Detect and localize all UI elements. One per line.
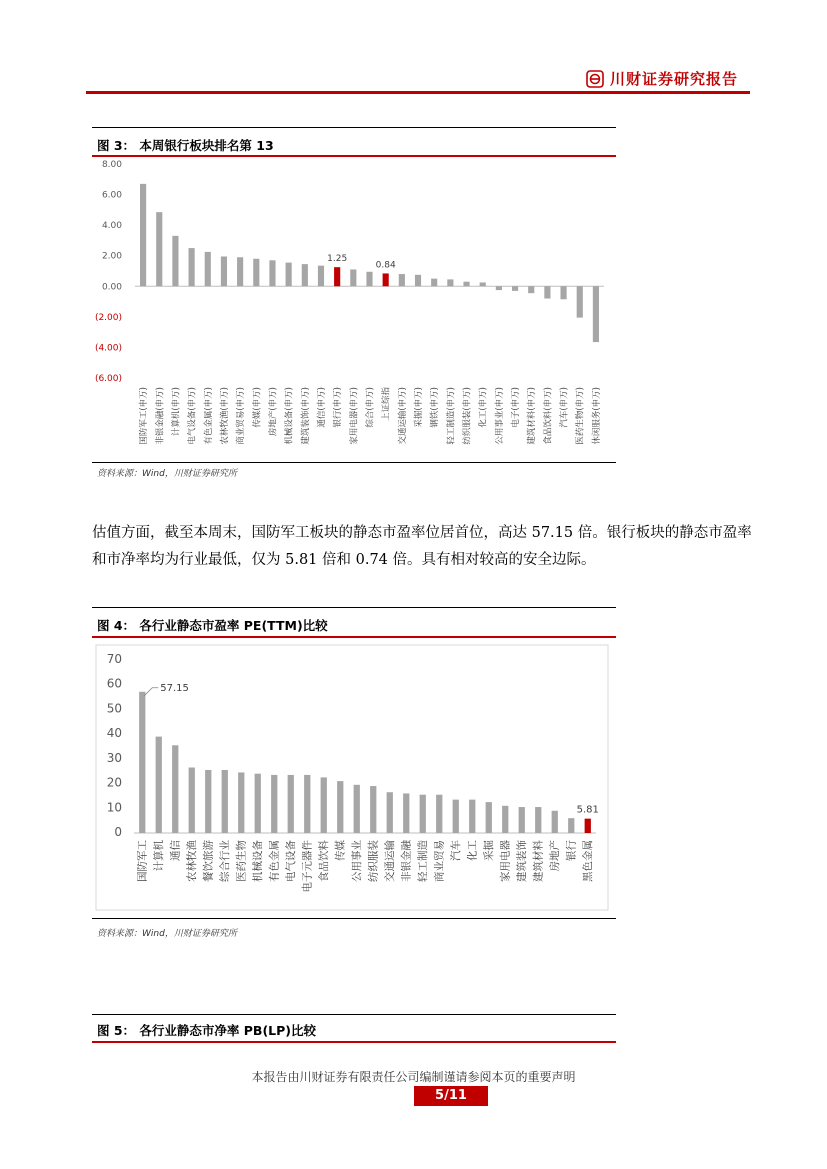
bar-10 xyxy=(302,264,308,286)
bar-27 xyxy=(577,286,583,317)
category-label-26: 银行 xyxy=(565,840,578,861)
bar-28 xyxy=(593,286,599,342)
category-label-22: 家用电器 xyxy=(499,840,512,882)
bar-25 xyxy=(544,286,550,298)
data-label-15: 0.84 xyxy=(375,260,396,271)
bar-3 xyxy=(189,768,195,833)
category-label-1: 非银金融(申万) xyxy=(155,387,166,445)
y-tick-label: 8.00 xyxy=(101,160,122,170)
category-label-7: 机械设备 xyxy=(251,840,264,882)
bar-18 xyxy=(431,279,437,287)
bar-20 xyxy=(469,800,475,833)
category-label-9: 机械设备(申万) xyxy=(284,387,295,445)
category-label-13: 家用电器(申万) xyxy=(349,387,360,445)
bar-6 xyxy=(238,772,244,833)
category-label-8: 房地产(申万) xyxy=(268,387,279,437)
category-label-15: 上证综指 xyxy=(381,387,392,422)
category-label-5: 农林牧渔(申万) xyxy=(219,387,230,445)
y-tick-label: 6.00 xyxy=(101,190,122,201)
category-label-21: 化工(申万) xyxy=(478,387,489,428)
y-tick-label: 70 xyxy=(106,652,122,666)
y-tick-label: 50 xyxy=(106,701,122,716)
bar-9 xyxy=(286,263,292,287)
bar-15 xyxy=(383,273,389,286)
bar-21 xyxy=(486,802,492,833)
bar-17 xyxy=(415,275,421,286)
figure4-bottom-rule xyxy=(92,918,616,919)
y-tick-label: (4.00) xyxy=(94,343,122,354)
category-label-27: 医药生物(申万) xyxy=(575,387,586,445)
y-tick-label: 20 xyxy=(106,775,122,790)
bar-12 xyxy=(337,781,343,833)
bar-1 xyxy=(156,737,162,833)
figure4-bar-chart xyxy=(92,638,616,918)
category-label-16: 交通运输(申万) xyxy=(397,387,408,445)
bar-15 xyxy=(387,792,393,833)
bar-6 xyxy=(237,257,243,286)
y-tick-label: (6.00) xyxy=(94,374,122,384)
category-label-20: 纺织服装(申万) xyxy=(462,387,473,445)
category-label-23: 建筑装饰 xyxy=(515,840,528,882)
y-tick-label: 0 xyxy=(114,825,122,839)
figure3-title: 图 3： 本周银行板块排名第 13 xyxy=(97,138,274,153)
category-label-12: 传媒 xyxy=(334,840,347,861)
category-label-23: 电子(申万) xyxy=(511,387,522,428)
bar-3 xyxy=(189,248,195,286)
bar-22 xyxy=(496,286,502,290)
header-divider xyxy=(86,91,750,94)
figure5-top-rule xyxy=(92,1014,616,1015)
figure4-top-rule xyxy=(92,607,616,608)
bar-27 xyxy=(585,819,591,833)
bar-0 xyxy=(139,692,145,833)
category-label-0: 国防军工 xyxy=(136,840,149,882)
bar-20 xyxy=(463,282,469,287)
bar-24 xyxy=(535,807,541,833)
category-label-14: 纺织服装 xyxy=(367,840,380,882)
category-label-5: 综合行业 xyxy=(218,840,231,882)
category-label-8: 有色金属 xyxy=(268,840,281,882)
category-label-21: 采掘 xyxy=(482,840,495,861)
bar-10 xyxy=(304,775,310,833)
bar-19 xyxy=(453,800,459,833)
bar-4 xyxy=(205,252,211,286)
category-label-11: 通信(申万) xyxy=(316,387,327,428)
category-label-27: 黑色金属 xyxy=(581,840,594,882)
chuancai-logo-icon xyxy=(586,70,604,88)
category-label-10: 建筑装饰(申万) xyxy=(300,387,311,445)
category-label-2: 通信 xyxy=(169,840,182,861)
bar-24 xyxy=(528,286,534,293)
figure3-top-rule xyxy=(92,127,616,128)
category-label-18: 商业贸易 xyxy=(433,840,446,882)
bar-18 xyxy=(436,795,442,833)
bar-5 xyxy=(221,256,227,286)
y-tick-label: 2.00 xyxy=(101,251,122,262)
category-label-24: 建筑材料 xyxy=(532,840,545,882)
bar-13 xyxy=(350,269,356,286)
bar-11 xyxy=(318,266,324,287)
category-label-3: 农林牧渔 xyxy=(185,840,198,882)
bar-19 xyxy=(447,279,453,286)
bar-16 xyxy=(399,274,405,286)
figure4-title: 图 4： 各行业静态市盈率 PE(TTM)比较 xyxy=(97,618,328,633)
category-label-2: 计算机(申万) xyxy=(171,387,182,437)
category-label-25: 房地产 xyxy=(548,840,561,872)
figure3-bottom-rule xyxy=(92,462,616,463)
bar-8 xyxy=(271,775,277,833)
bar-22 xyxy=(502,806,508,833)
bar-23 xyxy=(519,807,525,833)
y-tick-label: (2.00) xyxy=(94,312,122,323)
category-label-19: 汽车 xyxy=(449,840,462,861)
bar-5 xyxy=(222,770,228,833)
data-label-leader-0 xyxy=(144,688,158,696)
bar-16 xyxy=(403,793,409,833)
bar-25 xyxy=(552,811,558,833)
category-label-17: 采掘(申万) xyxy=(414,387,425,428)
figure4-source: 资料来源：Wind，川财证券研究所 xyxy=(97,929,237,939)
bar-4 xyxy=(205,770,211,833)
category-label-11: 食品饮料 xyxy=(317,840,330,882)
y-tick-label: 10 xyxy=(106,800,122,815)
category-label-10: 电子元器件 xyxy=(301,840,314,893)
category-label-3: 电气设备(申万) xyxy=(187,387,198,445)
bar-0 xyxy=(140,184,146,286)
footer-disclaimer: 本报告由川财证券有限责任公司编制谨请参阅本页的重要声明 xyxy=(251,1070,576,1084)
bar-1 xyxy=(156,212,162,286)
bar-14 xyxy=(366,272,372,287)
category-label-18: 钢铁(申万) xyxy=(430,387,441,428)
valuation-paragraph-text: 估值方面，截至本周末，国防军工板块的静态市盈率位居首位，高达 57.15 倍。银行板块的静态市盈率和市净率均为行业最低，仅为 5.81 倍和 0.74 倍。具有相对较高的安全边际。 xyxy=(92,525,752,568)
bar-14 xyxy=(370,786,376,833)
y-tick-label: 60 xyxy=(106,676,122,691)
data-label-27: 5.81 xyxy=(576,804,599,816)
category-label-25: 食品饮料(申万) xyxy=(543,387,554,445)
data-label-12: 1.25 xyxy=(327,254,348,265)
category-label-9: 电气设备 xyxy=(284,840,297,882)
y-tick-label: 4.00 xyxy=(101,221,122,232)
category-label-13: 公用事业 xyxy=(350,840,363,882)
figure5-title-rule xyxy=(92,1041,616,1043)
bar-26 xyxy=(568,818,574,833)
category-label-0: 国防军工(申万) xyxy=(139,387,150,445)
bar-2 xyxy=(172,745,178,833)
figure3-bar-chart xyxy=(92,157,616,462)
category-label-4: 有色金属(申万) xyxy=(203,387,214,445)
bar-12 xyxy=(334,267,340,286)
category-label-28: 休闲服务(申万) xyxy=(591,387,602,445)
category-label-6: 商业贸易(申万) xyxy=(236,387,247,445)
category-label-14: 综合(申万) xyxy=(365,387,376,428)
category-label-7: 传媒(申万) xyxy=(252,387,263,428)
y-tick-label: 30 xyxy=(106,750,122,765)
bar-7 xyxy=(255,774,261,833)
bar-17 xyxy=(420,795,426,833)
category-label-20: 化工 xyxy=(466,840,479,861)
y-tick-label: 0.00 xyxy=(101,282,122,293)
bar-21 xyxy=(480,282,486,286)
category-label-26: 汽车(申万) xyxy=(559,387,570,428)
figure3-source: 资料来源：Wind，川财证券研究所 xyxy=(97,469,237,479)
page-number: 5/11 xyxy=(414,1086,488,1106)
bar-9 xyxy=(288,775,294,833)
report-header-title: 川财证券研究报告 xyxy=(610,70,739,88)
category-label-4: 餐饮旅游 xyxy=(202,840,215,882)
category-label-19: 轻工制造(申万) xyxy=(446,387,457,445)
category-label-15: 交通运输 xyxy=(383,840,396,882)
category-label-12: 银行(申万) xyxy=(333,387,344,428)
data-label-0: 57.15 xyxy=(160,682,189,694)
category-label-22: 公用事业(申万) xyxy=(494,387,505,445)
bar-2 xyxy=(172,236,178,286)
category-label-16: 非银金融 xyxy=(400,840,413,882)
category-label-1: 计算机 xyxy=(152,840,165,872)
category-label-24: 建筑材料(申万) xyxy=(527,387,538,445)
bar-26 xyxy=(560,286,566,299)
bar-7 xyxy=(253,259,259,287)
bar-11 xyxy=(321,777,327,833)
valuation-paragraph xyxy=(92,520,752,574)
bar-23 xyxy=(512,286,518,291)
category-label-17: 轻工制造 xyxy=(416,840,429,882)
bar-13 xyxy=(354,785,360,833)
figure5-title: 图 5： 各行业静态市净率 PB(LP)比较 xyxy=(97,1023,316,1038)
bar-8 xyxy=(269,260,275,286)
category-label-6: 医药生物 xyxy=(235,840,248,882)
y-tick-label: 40 xyxy=(106,726,122,741)
